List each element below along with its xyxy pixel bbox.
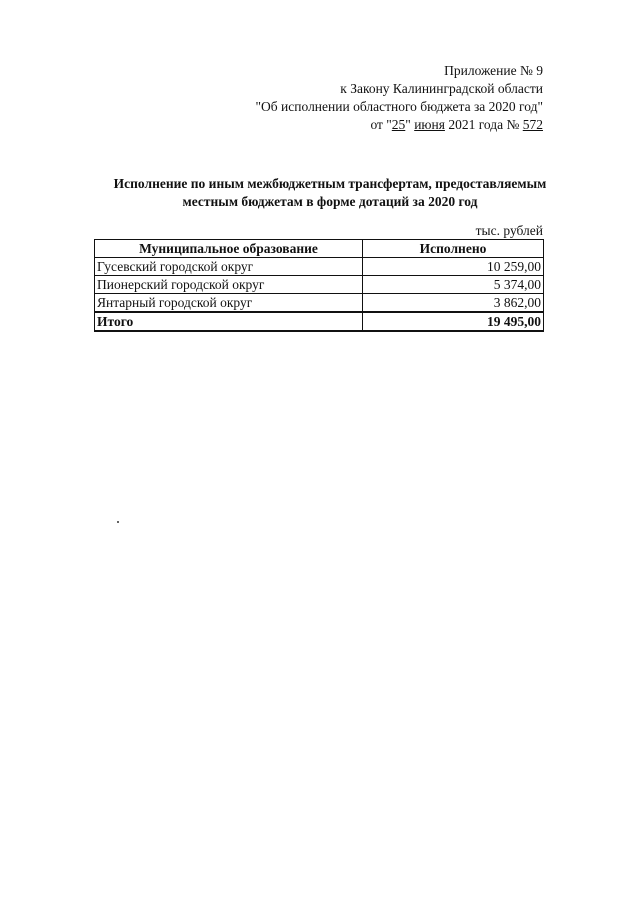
executed-value: 3 862,00 (363, 294, 544, 313)
law-date-line (256, 116, 543, 134)
law-number: 572 (522, 117, 543, 132)
law-title: "Об исполнении областного бюджета за 2020 год" (255, 99, 543, 114)
table-row (95, 294, 544, 313)
units-label: тыс. рублей (475, 223, 543, 238)
municipality-name: Пионерский городской округ (95, 276, 363, 294)
total-label: Итого (95, 312, 363, 331)
municipality-name: Янтарный городской округ (95, 294, 363, 313)
table-total-row (95, 312, 544, 331)
table-row (95, 276, 544, 294)
municipality-name: Гусевский городской округ (95, 258, 363, 276)
law-reference: к Закону Калининградской области (340, 81, 543, 96)
transfers-table (94, 239, 544, 332)
column-header-executed: Исполнено (363, 240, 544, 258)
executed-value: 10 259,00 (363, 258, 544, 276)
scan-speck (117, 521, 119, 523)
title-line-2: местным бюджетам в форме дотаций за 2020 год (182, 194, 478, 209)
document-title (80, 175, 580, 211)
table-row (95, 258, 544, 276)
date-day: 25 (391, 117, 406, 132)
appendix-number: Приложение № 9 (444, 63, 543, 78)
column-header-municipality: Муниципальное образование (95, 240, 363, 258)
total-value: 19 495,00 (363, 312, 544, 331)
date-month: июня (414, 117, 445, 132)
table-header-row (95, 240, 544, 258)
date-separator: " (405, 117, 415, 132)
date-year: 2021 года № (444, 117, 523, 132)
date-prefix: от " (370, 117, 392, 132)
title-line-1: Исполнение по иным межбюджетным трансфертам, предоставляемым (113, 176, 547, 191)
executed-value: 5 374,00 (363, 276, 544, 294)
document-header (256, 62, 543, 134)
